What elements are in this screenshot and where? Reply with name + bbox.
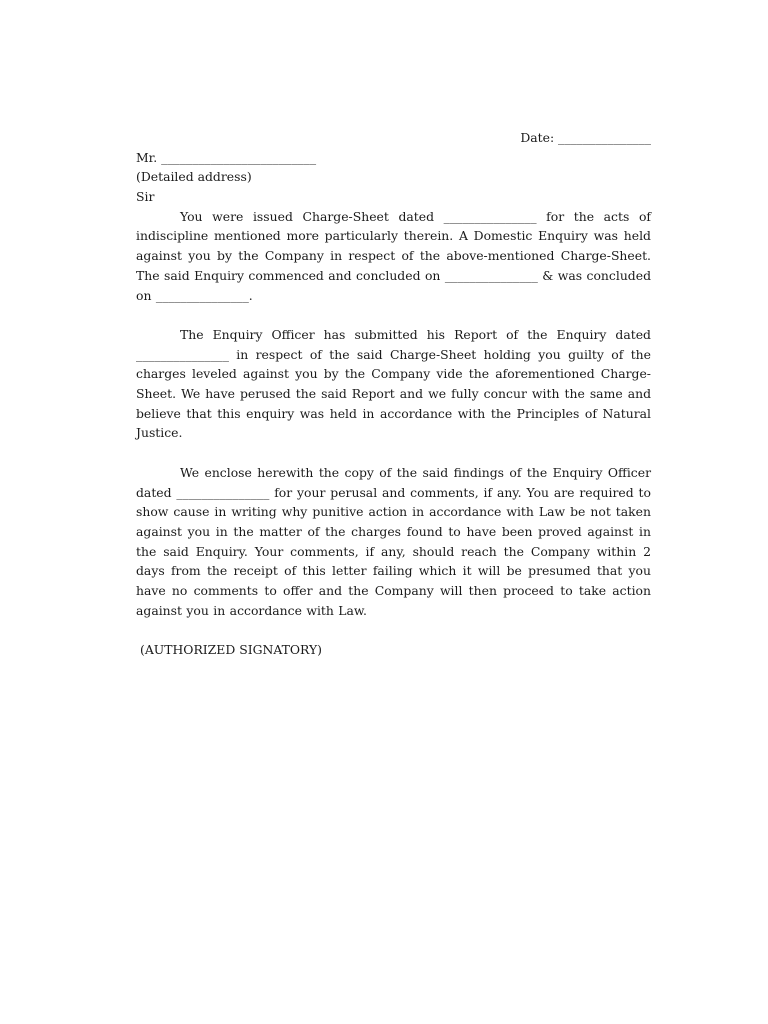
date-line: Date: _______________	[520, 130, 651, 145]
recipient-line: Mr. _________________________	[136, 149, 317, 165]
paragraph-gap	[136, 305, 651, 325]
paragraph-gap	[136, 620, 651, 640]
paragraph-charge-sheet: You were issued Charge-Sheet dated _______________ for the acts of indiscipline mentioned more particularly therein. A Domestic Enquiry was held against you by the Company in respect of the above-mentioned Charge-Sheet. The said Enquiry commenced and concluded on _______________ & was concluded on _______________.	[136, 208, 651, 303]
salutation: Sir	[136, 189, 155, 205]
address-line: (Detailed address)	[136, 169, 252, 185]
paragraph-gap	[136, 443, 651, 463]
authorized-signatory: (AUTHORIZED SIGNATORY)	[140, 642, 322, 658]
paragraph-enquiry-report: The Enquiry Officer has submitted his Report of the Enquiry dated _______________ in respect of the said Charge-Sheet holding you guilty of the charges leveled against you by the Company vide the aforementioned Charge-Sheet. We have perused the said Report and we fully concur with the same and believe that this enquiry was held in accordance with the Principles of Natural Justice.	[136, 326, 651, 441]
paragraph-show-cause: We enclose herewith the copy of the said findings of the Enquiry Officer dated _______________ for your perusal and comments, if any. You are required to show cause in writing why punitive action in accordance with Law be not taken against you in the matter of the charges found to have been proved against in the said Enquiry. Your comments, if any, should reach the Company within 2 days from the receipt of this letter failing which it will be presumed that you have no comments to offer and the Company will then proceed to take action against you in accordance with Law.	[136, 464, 651, 618]
letter-page	[136, 128, 651, 660]
